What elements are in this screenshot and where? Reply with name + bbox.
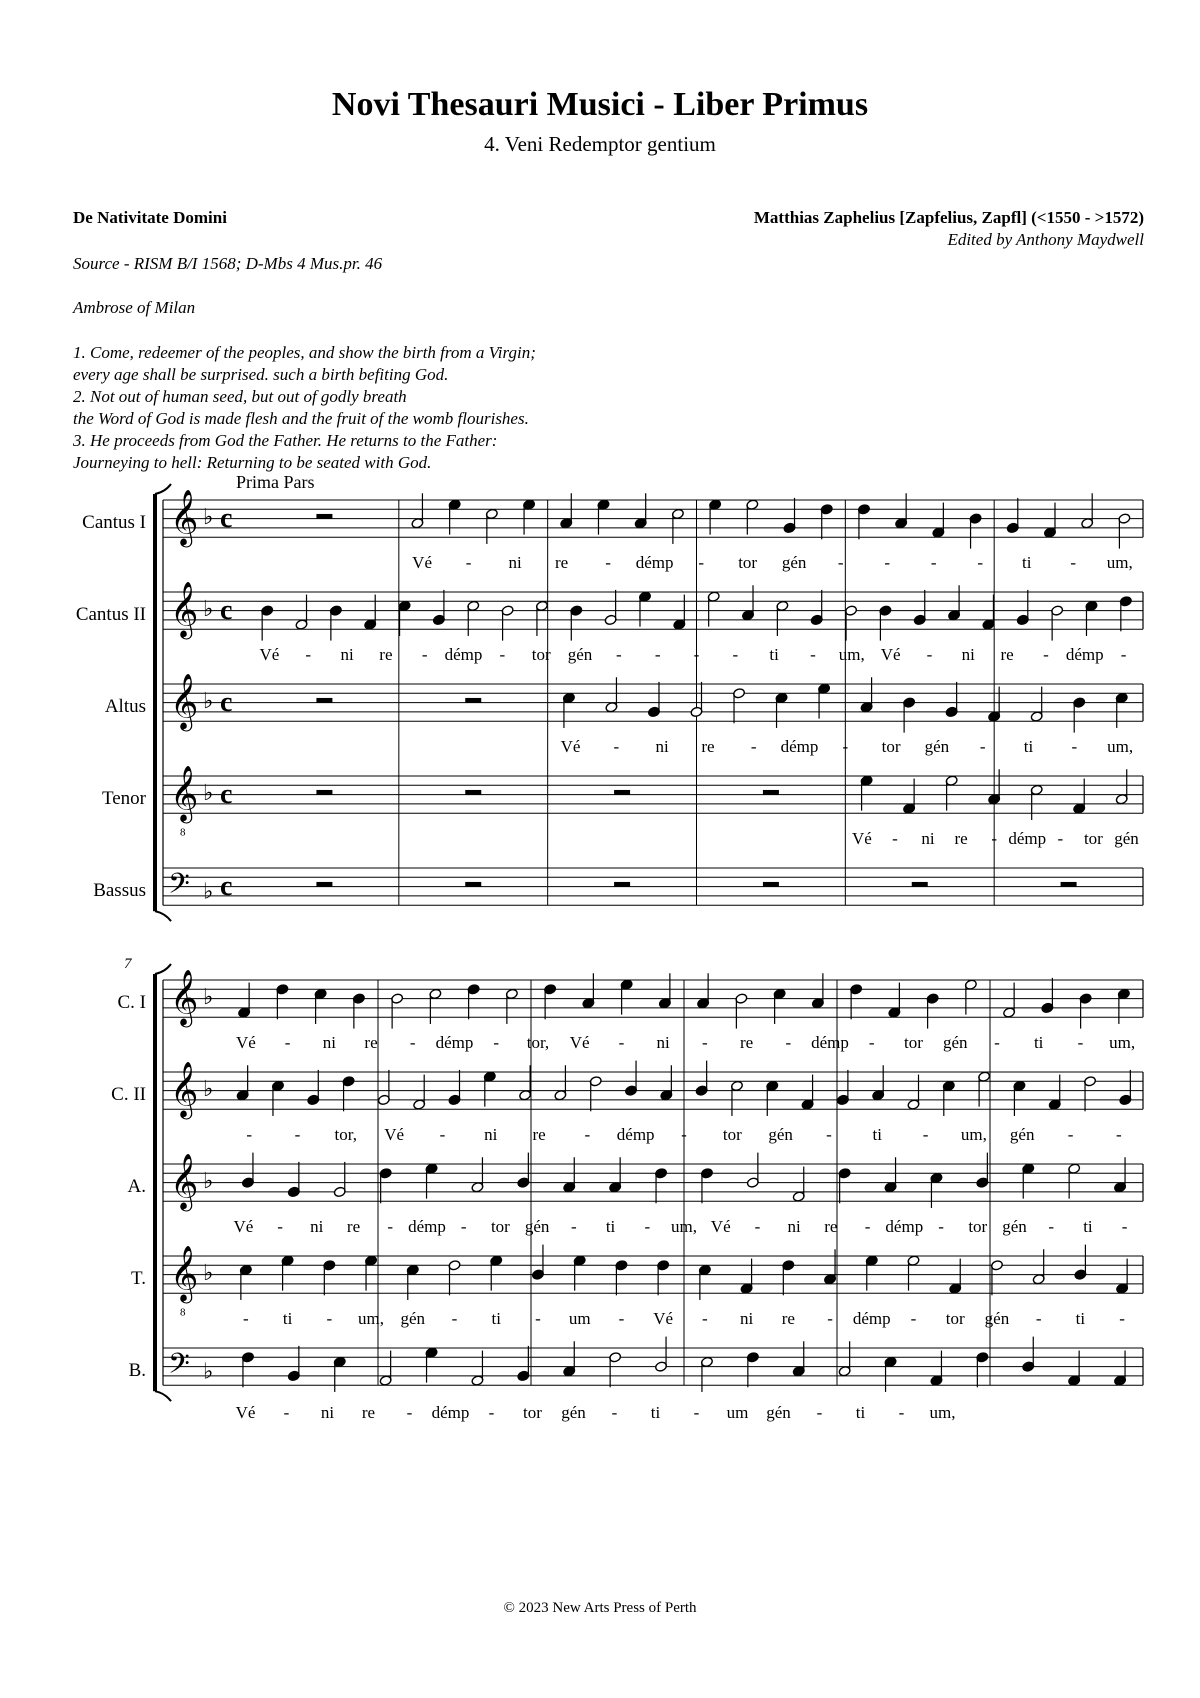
- lyric-syllable: re: [364, 1033, 378, 1052]
- treble-clef-icon: 𝄞: [170, 1155, 199, 1209]
- voice-label: Cantus II: [75, 603, 146, 625]
- lyric-syllable: -: [1067, 1125, 1074, 1144]
- lyric-syllable: gén: [567, 645, 593, 664]
- lyric-syllable: re: [701, 737, 715, 756]
- lyric-syllable: gén: [1002, 1217, 1027, 1236]
- lyric-syllable: gén: [561, 1403, 586, 1422]
- lyric-syllable: ni: [320, 1403, 335, 1422]
- lyric-syllable: -: [1057, 829, 1064, 848]
- lyric-syllable: tor: [531, 645, 551, 664]
- lyric-syllable: -: [305, 645, 312, 664]
- lyric-syllable: tor: [738, 553, 758, 572]
- rest-icon: [465, 698, 481, 703]
- lyric-syllable: -: [618, 1309, 625, 1328]
- lyric-syllable: -: [1119, 1309, 1125, 1328]
- flat-icon: ♭: [203, 878, 214, 904]
- lyric-syllable: -: [283, 1403, 290, 1422]
- lyric-syllable: -: [243, 1309, 249, 1328]
- lyric-syllable: Vé: [560, 737, 581, 756]
- lyric-syllable: ni: [961, 645, 975, 664]
- lyric-syllable: ni: [310, 1217, 324, 1236]
- lyric-syllable: -: [926, 645, 933, 664]
- lyric-syllable: tor,: [334, 1125, 358, 1144]
- lyric-syllable: um,: [1107, 737, 1134, 756]
- treble-clef-icon: 𝄞: [170, 675, 199, 729]
- lyric-syllable: -: [842, 737, 849, 756]
- lyric-syllable: -: [693, 1403, 700, 1422]
- flat-icon: ♭: [203, 1358, 214, 1384]
- lyric-syllable: démp: [444, 645, 483, 664]
- lyric-syllable: démp: [852, 1309, 891, 1328]
- system-bracket: [153, 494, 157, 911]
- voice-label: T.: [131, 1267, 146, 1289]
- page-title: Novi Thesauri Musici - Liber Primus: [331, 86, 869, 123]
- lyric-syllable: -: [1070, 553, 1077, 572]
- lyric-syllable: ti: [769, 645, 779, 664]
- lyric-syllable: -: [868, 1033, 875, 1052]
- lyric-syllable: -: [1077, 1033, 1084, 1052]
- time-signature: c: [220, 594, 233, 626]
- lyric-syllable: um,: [1109, 1033, 1136, 1052]
- lyric-syllable: tor,: [526, 1033, 550, 1052]
- section-label: Prima Pars: [236, 472, 315, 492]
- lyric-syllable: -: [1116, 1125, 1122, 1144]
- lyric-syllable: -: [439, 1125, 446, 1144]
- lyric-syllable: Vé: [851, 829, 872, 848]
- piece-subtitle: 4. Veni Redemptor gentium: [484, 132, 716, 156]
- lyric-syllable: gén: [524, 1217, 550, 1236]
- rest-icon: [614, 882, 630, 887]
- lyric-syllable: -: [994, 1033, 1000, 1052]
- lyric-syllable: -: [827, 1309, 833, 1328]
- lyric-syllable: re: [739, 1033, 754, 1052]
- lyric-syllable: gén: [924, 737, 950, 756]
- rest-icon: [1061, 882, 1077, 887]
- lyric-syllable: gén: [942, 1033, 968, 1052]
- lyric-syllable: -: [864, 1217, 871, 1236]
- lyric-syllable: re: [954, 829, 968, 848]
- lyric-syllable: gén: [1009, 1125, 1035, 1144]
- lyric-syllable: gén: [1114, 829, 1139, 848]
- lyric-syllable: tor: [904, 1033, 923, 1052]
- lyric-syllable: Vé: [710, 1217, 731, 1236]
- lyric-syllable: démp: [635, 553, 674, 572]
- lyric-syllable: ni: [322, 1033, 336, 1052]
- lyric-syllable: -: [488, 1403, 495, 1422]
- lyric-syllable: Vé: [412, 553, 433, 572]
- lyric-syllable: démp: [885, 1217, 924, 1236]
- lyric-syllable: ni: [921, 829, 935, 848]
- lyric-syllable: démp: [811, 1033, 849, 1052]
- lyric-syllable: Vé: [235, 1033, 256, 1052]
- translation-text: [73, 342, 536, 474]
- flat-icon: ♭: [203, 504, 214, 530]
- lyric-syllable: démp: [1008, 829, 1047, 848]
- lyric-syllable: -: [277, 1217, 283, 1236]
- lyric-syllable: Vé: [880, 645, 901, 664]
- lyric-syllable: ti: [1075, 1309, 1086, 1328]
- lyric-syllable: gén: [766, 1403, 791, 1422]
- copyright-footer: © 2023 New Arts Press of Perth: [503, 1600, 697, 1616]
- lyric-syllable: -: [930, 553, 937, 572]
- lyric-syllable: -: [693, 645, 700, 664]
- translation-line: the Word of God is made flesh and the fruit of the womb flourishes.: [73, 409, 529, 428]
- lyric-syllable: ni: [655, 737, 669, 756]
- lyric-syllable: -: [816, 1403, 823, 1422]
- lyric-syllable: um,: [671, 1217, 697, 1236]
- lyric-syllable: -: [785, 1033, 792, 1052]
- lyric-syllable: -: [702, 1309, 708, 1328]
- bass-clef-icon: 𝄢: [168, 1349, 190, 1387]
- rest-icon: [912, 882, 928, 887]
- flat-icon: ♭: [203, 1260, 214, 1286]
- lyric-syllable: -: [837, 553, 844, 572]
- lyric-syllable: tor: [968, 1217, 988, 1236]
- lyric-syllable: -: [616, 645, 622, 664]
- system-bracket: [153, 974, 157, 1391]
- lyric-syllable: -: [1043, 645, 1049, 664]
- lyric-syllable: démp: [1065, 645, 1104, 664]
- lyric-syllable: -: [326, 1309, 333, 1328]
- lyric-syllable: -: [1121, 1217, 1128, 1236]
- lyric-syllable: -: [826, 1125, 832, 1144]
- editor-credit: Edited by Anthony Maydwell: [947, 230, 1144, 249]
- rest-icon: [316, 698, 332, 703]
- lyric-syllable: ni: [484, 1125, 498, 1144]
- lyric-syllable: démp: [435, 1033, 474, 1052]
- rest-icon: [316, 882, 332, 887]
- voice-label: A.: [127, 1175, 146, 1197]
- lyric-syllable: -: [451, 1309, 458, 1328]
- lyric-syllable: -: [702, 1033, 708, 1052]
- feast-label: De Nativitate Domini: [73, 208, 227, 227]
- lyric-syllable: -: [884, 553, 891, 572]
- lyric-syllable: re: [1000, 645, 1014, 664]
- text-author: Ambrose of Milan: [73, 298, 196, 317]
- lyric-syllable: ni: [340, 645, 354, 664]
- treble-clef-icon: 𝄞: [170, 583, 199, 637]
- lyric-syllable: gén: [768, 1125, 793, 1144]
- lyric-syllable: tor: [490, 1217, 510, 1236]
- lyric-syllable: -: [754, 1217, 761, 1236]
- music-score: [0, 472, 1200, 1580]
- bracket-hook: [155, 484, 171, 494]
- translation-line: 3. He proceeds from God the Father. He returns to the Father:: [73, 431, 498, 450]
- lyric-syllable: -: [1048, 1217, 1055, 1236]
- lyric-syllable: ti: [855, 1403, 866, 1422]
- lyric-syllable: re: [781, 1309, 795, 1328]
- lyric-syllable: -: [698, 553, 704, 572]
- lyric-syllable: démp: [616, 1125, 655, 1144]
- lyric-syllable: -: [465, 553, 472, 572]
- lyric-syllable: ti: [1021, 553, 1032, 572]
- lyric-syllable: -: [991, 829, 998, 848]
- lyric-syllable: Vé: [259, 645, 280, 664]
- lyric-syllable: um: [726, 1403, 749, 1422]
- lyric-syllable: ti: [872, 1125, 882, 1144]
- lyric-syllable: -: [571, 1217, 577, 1236]
- lyric-syllable: Vé: [569, 1033, 590, 1052]
- rest-icon: [316, 790, 332, 795]
- lyric-syllable: re: [361, 1403, 376, 1422]
- lyric-syllable: ti: [605, 1217, 616, 1236]
- time-signature: c: [220, 778, 233, 810]
- bracket-hook: [155, 964, 171, 974]
- lyric-syllable: um,: [960, 1125, 987, 1144]
- voice-label: Tenor: [101, 787, 146, 809]
- lyric-syllable: um,: [358, 1309, 385, 1328]
- source-note: Source - RISM B/I 1568; D-Mbs 4 Mus.pr. 46: [73, 254, 383, 273]
- lyric-syllable: tor: [722, 1125, 742, 1144]
- voice-label: Altus: [104, 695, 146, 717]
- lyric-syllable: -: [938, 1217, 944, 1236]
- lyric-syllable: tor: [523, 1403, 542, 1422]
- lyric-syllable: -: [294, 1125, 301, 1144]
- treble-clef-icon: 𝄞: [170, 971, 199, 1025]
- treble-clef-icon: 𝄞: [170, 1247, 199, 1301]
- lyric-syllable: um,: [929, 1403, 956, 1422]
- lyric-syllable: -: [584, 1125, 591, 1144]
- voice-label: Bassus: [93, 879, 146, 901]
- lyric-syllable: -: [246, 1125, 252, 1144]
- rest-icon: [614, 790, 630, 795]
- lyric-syllable: -: [732, 645, 739, 664]
- lyric-syllable: -: [409, 1033, 416, 1052]
- lyric-syllable: -: [493, 1033, 500, 1052]
- treble-clef-icon: 𝄞: [170, 491, 199, 545]
- lyric-syllable: um,: [838, 645, 865, 664]
- lyric-syllable: démp: [780, 737, 819, 756]
- lyric-syllable: gén: [781, 553, 807, 572]
- lyric-syllable: ni: [739, 1309, 754, 1328]
- treble-clef-icon: 𝄞: [170, 1063, 199, 1117]
- lyric-syllable: -: [977, 553, 984, 572]
- bracket-hook: [155, 911, 171, 921]
- translation-line: every age shall be surprised. such a birth befiting God.: [73, 365, 449, 384]
- lyric-syllable: ti: [1033, 1033, 1044, 1052]
- lyric-syllable: gén: [984, 1309, 1010, 1328]
- lyric-syllable: -: [750, 737, 757, 756]
- rest-icon: [465, 790, 481, 795]
- lyric-syllable: -: [535, 1309, 541, 1328]
- voice-label: C. I: [117, 991, 146, 1013]
- lyric-syllable: ni: [656, 1033, 670, 1052]
- lyric-syllable: re: [555, 553, 569, 572]
- bass-clef-icon: 𝄢: [168, 869, 190, 907]
- lyric-syllable: -: [892, 829, 898, 848]
- lyric-syllable: Vé: [384, 1125, 405, 1144]
- lyric-syllable: -: [910, 1309, 917, 1328]
- lyric-syllable: gén: [400, 1309, 426, 1328]
- lyric-syllable: -: [618, 1033, 625, 1052]
- lyric-syllable: ti: [1083, 1217, 1093, 1236]
- lyric-syllable: -: [605, 553, 611, 572]
- voice-label: Cantus I: [82, 511, 146, 533]
- translation-line: 2. Not out of human seed, but out of godly breath: [73, 387, 407, 406]
- lyric-syllable: tor: [1083, 829, 1103, 848]
- lyric-syllable: -: [810, 645, 816, 664]
- lyric-syllable: -: [681, 1125, 687, 1144]
- flat-icon: ♭: [203, 1168, 214, 1194]
- lyric-syllable: ti: [650, 1403, 661, 1422]
- lyric-syllable: -: [1035, 1309, 1042, 1328]
- lyric-syllable: démp: [431, 1403, 470, 1422]
- time-signature: c: [220, 870, 233, 902]
- lyric-syllable: -: [499, 645, 506, 664]
- flat-icon: ♭: [203, 596, 214, 622]
- composer-credit: Matthias Zaphelius [Zapfelius, Zapfl] (<1550 - >1572): [753, 208, 1144, 227]
- measure-number: 7: [124, 956, 132, 972]
- lyric-syllable: -: [387, 1217, 394, 1236]
- rest-icon: [465, 882, 481, 887]
- translation-line: Journeying to hell: Returning to be seated with God.: [73, 453, 432, 472]
- lyric-syllable: um,: [1106, 553, 1133, 572]
- lyric-syllable: Vé: [653, 1309, 674, 1328]
- lyric-syllable: ti: [491, 1309, 501, 1328]
- time-signature: c: [220, 686, 233, 718]
- lyric-syllable: re: [824, 1217, 838, 1236]
- lyric-syllable: -: [460, 1217, 467, 1236]
- lyric-syllable: Vé: [233, 1217, 254, 1236]
- rest-icon: [316, 514, 332, 519]
- rest-icon: [763, 790, 779, 795]
- voice-label: B.: [128, 1359, 146, 1381]
- octave-mark: 8: [180, 1306, 186, 1319]
- lyric-syllable: démp: [408, 1217, 446, 1236]
- lyric-syllable: re: [379, 645, 393, 664]
- lyric-syllable: -: [611, 1403, 618, 1422]
- treble-clef-icon: 𝄞: [170, 767, 199, 821]
- lyric-syllable: -: [421, 645, 428, 664]
- lyric-syllable: ti: [1023, 737, 1034, 756]
- lyric-syllable: -: [898, 1403, 905, 1422]
- octave-mark: 8: [180, 826, 186, 839]
- time-signature: c: [220, 502, 233, 534]
- lyric-syllable: -: [654, 645, 661, 664]
- flat-icon: ♭: [203, 1076, 214, 1102]
- lyric-syllable: ni: [508, 553, 522, 572]
- translation-line: 1. Come, redeemer of the peoples, and show the birth from a Virgin;: [73, 343, 536, 362]
- flat-icon: ♭: [203, 780, 214, 806]
- lyric-syllable: -: [284, 1033, 291, 1052]
- lyric-syllable: -: [922, 1125, 929, 1144]
- lyric-syllable: tor: [881, 737, 901, 756]
- bracket-hook: [155, 1391, 171, 1401]
- lyric-syllable: -: [1071, 737, 1078, 756]
- lyric-syllable: re: [532, 1125, 546, 1144]
- lyric-syllable: um: [568, 1309, 591, 1328]
- lyric-syllable: ti: [282, 1309, 293, 1328]
- lyric-syllable: -: [613, 737, 620, 756]
- flat-icon: ♭: [203, 688, 214, 714]
- lyric-syllable: ni: [787, 1217, 801, 1236]
- flat-icon: ♭: [203, 984, 214, 1010]
- lyric-syllable: -: [1120, 645, 1127, 664]
- lyric-syllable: -: [644, 1217, 651, 1236]
- lyric-syllable: tor: [945, 1309, 965, 1328]
- lyric-syllable: -: [979, 737, 986, 756]
- rest-icon: [763, 882, 779, 887]
- lyric-syllable: -: [406, 1403, 413, 1422]
- lyric-syllable: Vé: [235, 1403, 256, 1422]
- lyric-syllable: re: [346, 1217, 361, 1236]
- voice-label: C. II: [111, 1083, 146, 1105]
